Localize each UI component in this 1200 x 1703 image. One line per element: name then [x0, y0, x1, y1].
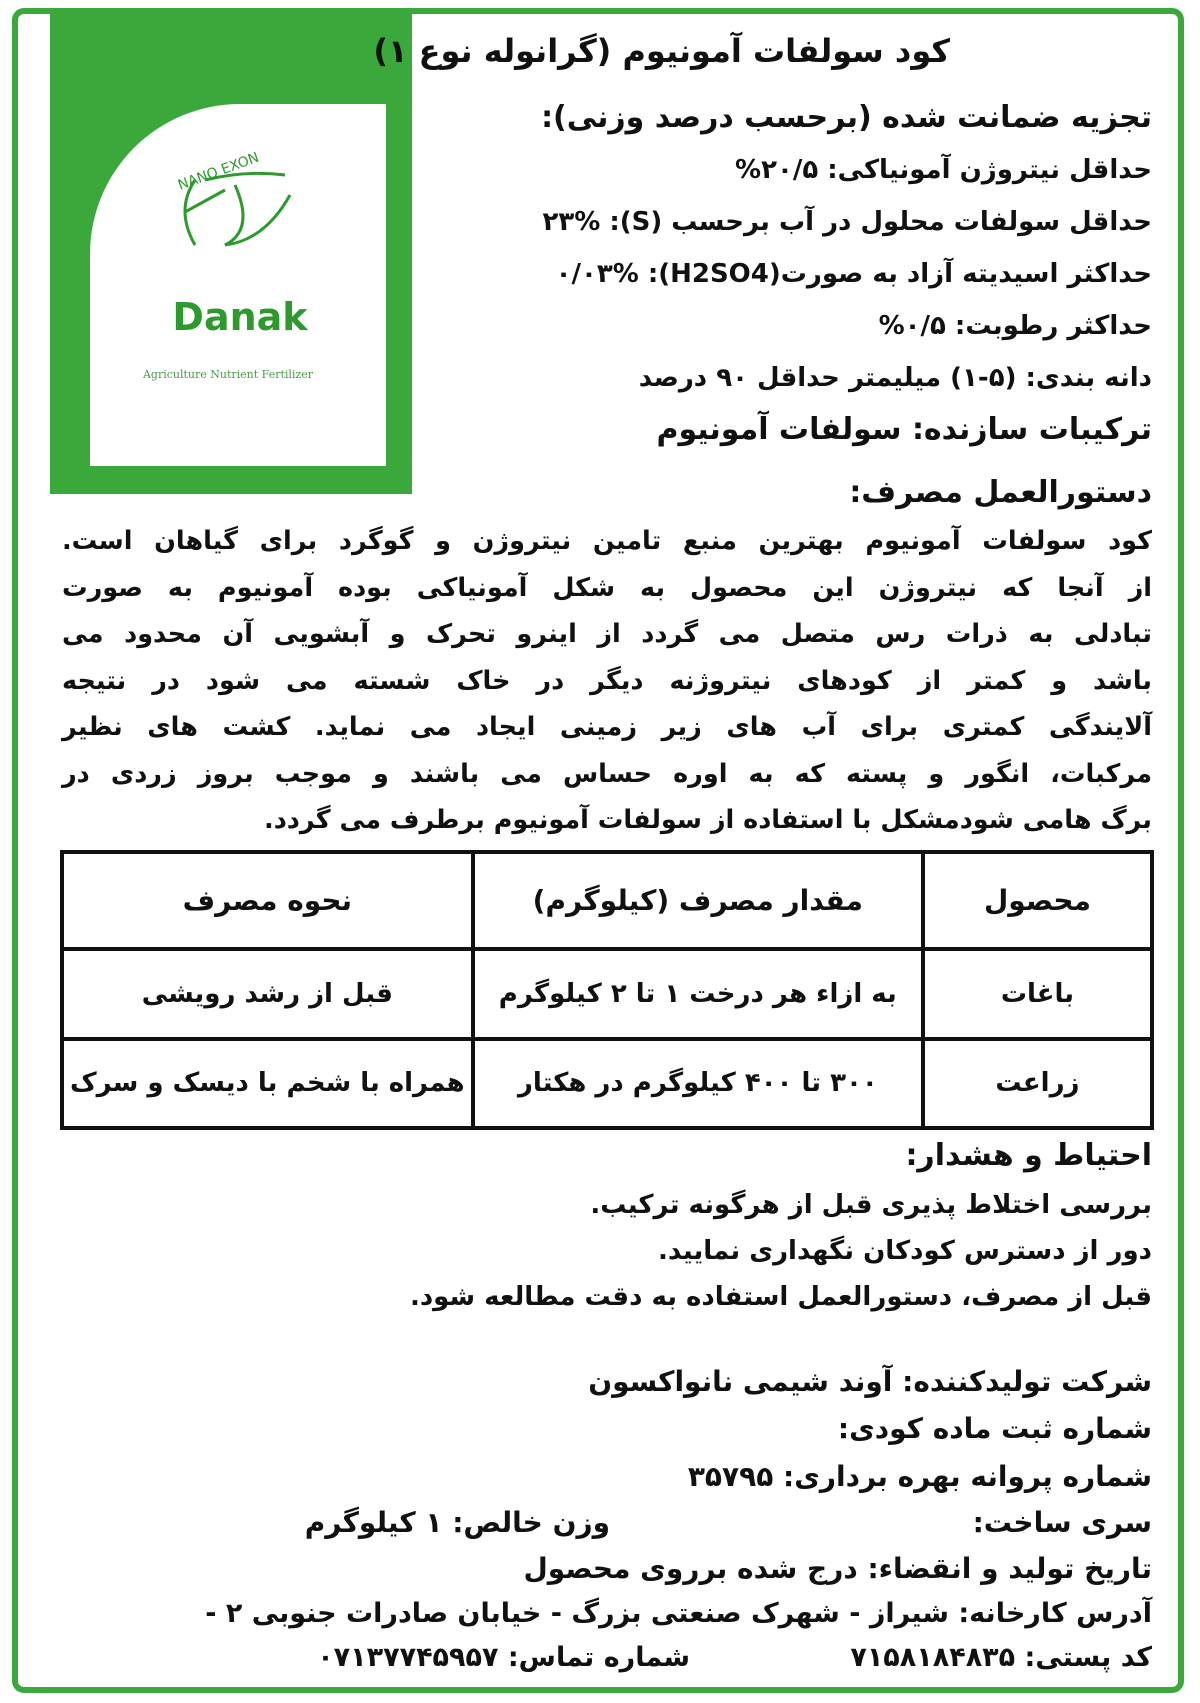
usage-paragraph: [62, 518, 1152, 844]
analysis-item: حداکثر رطوبت: ۰/۵%: [878, 311, 1152, 341]
license-number: شماره پروانه بهره برداری: ۳۵۷۹۵: [687, 1460, 1152, 1493]
cell-method: قبل از رشد رویشی: [62, 949, 473, 1038]
composition: ترکیبات سازنده: سولفات آمونیوم: [656, 412, 1152, 447]
caution-line: بررسی اختلاط پذیری قبل از هرگونه ترکیب.: [590, 1190, 1152, 1220]
postal-code: کد پستی: ۷۱۵۸۱۸۴۸۳۵: [850, 1642, 1152, 1673]
header-amount: مقدار مصرف (کیلوگرم): [473, 852, 923, 949]
caution-line: دور از دسترس کودکان نگهداری نمایید.: [657, 1236, 1152, 1266]
analysis-item: دانه بندی: (۵-۱) میلیمتر حداقل ۹۰ درصد: [638, 363, 1152, 393]
usage-heading: دستورالعمل مصرف:: [849, 475, 1152, 510]
cell-amount: ۳۰۰ تا ۴۰۰ کیلوگرم در هکتار: [473, 1039, 923, 1128]
cell-amount: به ازاء هر درخت ۱ تا ۲ کیلوگرم: [473, 949, 923, 1038]
cell-product: زراعت: [923, 1039, 1152, 1128]
usage-line: از آنجا که نیتروژن این محصول به شکل آمونیاکی بوده آمونیوم به صورت: [62, 572, 1152, 603]
table-header-row: [62, 852, 1152, 949]
logo-text: NANO EXON: [175, 150, 262, 194]
nano-exon-logo: [165, 150, 305, 260]
cell-method: همراه با شخم با دیسک و سرک: [62, 1039, 473, 1128]
brand-tagline: Agriculture Nutrient Fertilizer: [142, 368, 314, 381]
usage-line: آلایندگی کمتری برای آب های زیر زمینی ایجاد می نماید. کشت های نظیر: [62, 712, 1152, 742]
caution-line: قبل از مصرف، دستورالعمل استفاده به دقت مطالعه شود.: [409, 1282, 1152, 1312]
analysis-item: حداقل نیتروژن آمونیاکی: ۲۰/۵%: [735, 155, 1152, 185]
production-dates: تاریخ تولید و انقضاء: درج شده برروی محصول: [523, 1552, 1152, 1585]
usage-line: کود سولفات آمونیوم بهترین منبع تامین نیتروژن و گوگرد برای گیاهان است.: [62, 526, 1152, 556]
usage-line: برگ هامی شودمشکل با استفاده از سولفات آمونیوم برطرف می گردد.: [264, 805, 1152, 835]
brand-name: Danak: [172, 295, 308, 339]
registration-number: شماره ثبت ماده کودی:: [837, 1412, 1152, 1445]
net-weight: وزن خالص: ۱ کیلوگرم: [304, 1506, 610, 1539]
table-row: [62, 949, 1152, 1038]
dose-table: [60, 850, 1154, 1130]
analysis-item: حداقل سولفات محلول در آب برحسب (S): ۲۳%: [542, 207, 1152, 237]
usage-line: باشد و کمتر از کودهای نیتروژنه دیگر در خاک شسته می شود در نتیجه: [62, 665, 1152, 696]
manufacturer: شرکت تولیدکننده: آوند شیمی نانواکسون: [588, 1365, 1152, 1398]
caution-heading: احتیاط و هشدار:: [905, 1138, 1152, 1173]
factory-address: آدرس کارخانه: شیراز - شهرک صنعتی بزرگ - خیابان صادرات جنوبی ۲ -: [205, 1598, 1152, 1629]
header-method: نحوه مصرف: [62, 852, 473, 949]
analysis-item: حداکثر اسیدیته آزاد به صورت(H2SO4): ۰/۰۳%: [555, 259, 1152, 289]
analysis-heading: تجزیه ضمانت شده (برحسب درصد وزنی):: [541, 100, 1152, 135]
usage-line: مرکبات، انگور و پسته که به اوره حساس می باشند و موجب بروز زردی در: [62, 758, 1152, 789]
table-row: [62, 1039, 1152, 1128]
product-title: کود سولفات آمونیوم (گرانوله نوع ۱): [373, 32, 950, 70]
batch-series: سری ساخت:: [972, 1506, 1152, 1539]
phone-number: شماره تماس: ۰۷۱۳۷۷۴۵۹۵۷: [317, 1642, 690, 1673]
header-product: محصول: [923, 852, 1152, 949]
usage-line: تبادلی به ذرات رس متصل می گردد از اینرو تحرک و آبشویی آن محدود می: [62, 619, 1152, 649]
cell-product: باغات: [923, 949, 1152, 1038]
